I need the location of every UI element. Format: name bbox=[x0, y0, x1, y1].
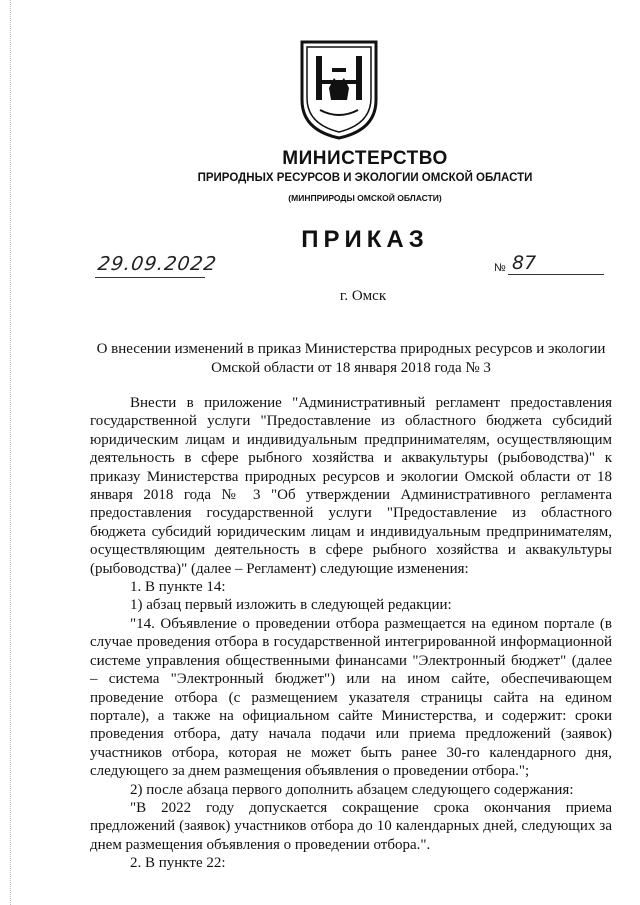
paragraph-subitem-2: 2) после абзаца первого дополнить абзацем следующего содержания: bbox=[130, 781, 574, 798]
document-subject: О внесении изменений в приказ Министерства природных ресурсов и экологии Омской области от 18 января 2018 года № 3 bbox=[96, 341, 606, 376]
paragraph-item-2: 2. В пункте 22: bbox=[130, 855, 226, 872]
paragraph-quote-2022: "В 2022 году допускается сокращение срока окончания приема предложений (заявок) участников отбора до 10 календарных дней, следующих за днем размещения объявления о проведении отбора.". bbox=[90, 799, 612, 853]
scan-margin-line bbox=[10, 0, 11, 905]
document-body bbox=[90, 394, 612, 873]
number-sign: № bbox=[494, 262, 506, 274]
ministry-short-name: (МИНПРИРОДЫ ОМСКОЙ ОБЛАСТИ) bbox=[288, 193, 442, 203]
ministry-title: МИНИСТЕРСТВО bbox=[282, 148, 448, 169]
document-number: 87 bbox=[512, 252, 537, 274]
paragraph-quote-14: "14. Объявление о проведении отбора размещается на едином портале (в случае проведения отбора в государственной интегрированной информационной системе управления общественными финансами "Электронный бюджет" (далее – система "Электронный бюджет") или на ином сайте, обеспечивающем проведение отбора (с размещением указателя страницы сайта на едином портале), а также на официальном сайте Министерства, и содержит: сроки проведения отбора, дату начала подачи или приема предложений (заявок) участников отбора, которая не может быть ранее 30-го календарного дня, следующего за днем размещения объявления о проведении отбора."; bbox=[90, 615, 612, 780]
document-type: ПРИКАЗ bbox=[301, 226, 429, 253]
paragraph-intro: Внести в приложение "Административный регламент предоставления государственной услуги "Предоставление из областного бюджета субсидий юридическим лицам и индивидуальным предпринимателям, осуществляющим деятельность в сфере рыбного хозяйства и аквакультуры (рыбоводства)" к приказу Министерства природных ресурсов и экологии Омской области от 18 января 2018 года № 3 "Об утверждении Административного регламента предоставления государственной услуги "Предоставление из областного бюджета субсидий юридическим лицам и индивидуальным предпринимателям, осуществляющим деятельность в сфере рыбного хозяйства и аквакультуры (рыбоводства)" (далее – Регламент) следующие изменения: bbox=[90, 395, 612, 577]
document-date: 29.09.2022 bbox=[96, 253, 219, 275]
paragraph-item-1: 1. В пункте 14: bbox=[130, 579, 226, 596]
city: г. Омск bbox=[339, 288, 387, 304]
ministry-full-name: ПРИРОДНЫХ РЕСУРСОВ И ЭКОЛОГИИ ОМСКОЙ ОБЛАСТИ bbox=[197, 172, 533, 184]
coat-of-arms-icon bbox=[298, 38, 380, 140]
date-underline bbox=[95, 277, 205, 278]
number-underline bbox=[508, 274, 604, 275]
paragraph-subitem-1: 1) абзац первый изложить в следующей редакции: bbox=[130, 597, 452, 614]
